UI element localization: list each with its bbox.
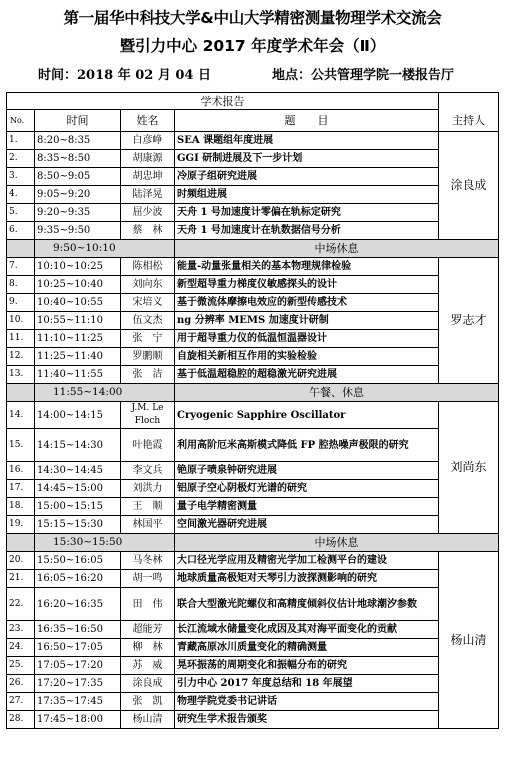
talk-row bbox=[7, 516, 499, 534]
talk-topic: 大口径光学应用及精密光学加工检测平台的建设 bbox=[175, 552, 439, 570]
talk-topic: Cryogenic Sapphire Oscillator bbox=[175, 402, 439, 429]
talk-speaker: 屈少波 bbox=[121, 204, 175, 222]
talk-row bbox=[7, 480, 499, 498]
host-cell: 罗志才 bbox=[439, 258, 499, 384]
talk-speaker: 涂良成 bbox=[121, 675, 175, 693]
host-cell: 杨山清 bbox=[439, 552, 499, 729]
talk-topic: 能量-动量张量相关的基本物理规律检验 bbox=[175, 258, 439, 276]
talk-time: 17:35~17:45 bbox=[35, 693, 121, 711]
talk-no: 22. bbox=[7, 588, 35, 621]
talk-topic: 铯原子喷泉钟研究进展 bbox=[175, 462, 439, 480]
break-row bbox=[7, 534, 499, 552]
talk-row bbox=[7, 462, 499, 480]
talk-time: 14:30~14:45 bbox=[35, 462, 121, 480]
talk-no: 25. bbox=[7, 657, 35, 675]
talk-row bbox=[7, 429, 499, 462]
column-header-row bbox=[7, 110, 499, 132]
break-time: 15:30~15:50 bbox=[35, 534, 175, 552]
talk-no: 28. bbox=[7, 711, 35, 729]
talk-no: 17. bbox=[7, 480, 35, 498]
talk-speaker: 刘向东 bbox=[121, 276, 175, 294]
talk-row bbox=[7, 639, 499, 657]
talk-row bbox=[7, 498, 499, 516]
header-speaker: 姓名 bbox=[121, 110, 175, 132]
talk-row bbox=[7, 675, 499, 693]
talk-no: 18. bbox=[7, 498, 35, 516]
talk-time: 15:50~16:05 bbox=[35, 552, 121, 570]
talk-row bbox=[7, 693, 499, 711]
talk-speaker: 伍文杰 bbox=[121, 312, 175, 330]
talk-speaker: 白彦峥 bbox=[121, 132, 175, 150]
talk-speaker: 柳 林 bbox=[121, 639, 175, 657]
talk-row bbox=[7, 552, 499, 570]
break-no bbox=[7, 534, 35, 552]
talk-time: 10:55~11:10 bbox=[35, 312, 121, 330]
talk-no: 26. bbox=[7, 675, 35, 693]
break-label: 午餐、休息 bbox=[175, 384, 499, 402]
talk-topic: 联合大型激光陀螺仪和高精度倾斜仪估计地球潮汐参数 bbox=[175, 588, 439, 621]
talk-speaker: 李文兵 bbox=[121, 462, 175, 480]
talk-row bbox=[7, 186, 499, 204]
talk-no: 10. bbox=[7, 312, 35, 330]
talk-topic: 铝原子空心阴极灯光谱的研究 bbox=[175, 480, 439, 498]
talk-no: 5. bbox=[7, 204, 35, 222]
talk-time: 14:45~15:00 bbox=[35, 480, 121, 498]
talk-time: 9:35~9:50 bbox=[35, 222, 121, 240]
break-no bbox=[7, 384, 35, 402]
talk-row bbox=[7, 222, 499, 240]
talk-row bbox=[7, 204, 499, 222]
event-time: 时间：2018 年 02 月 04 日 bbox=[38, 68, 211, 83]
talk-no: 23. bbox=[7, 621, 35, 639]
talk-time: 17:45~18:00 bbox=[35, 711, 121, 729]
talk-speaker: 罗鹏顺 bbox=[121, 348, 175, 366]
talk-time: 8:35~8:50 bbox=[35, 150, 121, 168]
talk-time: 10:25~10:40 bbox=[35, 276, 121, 294]
talk-time: 17:20~17:35 bbox=[35, 675, 121, 693]
talk-row bbox=[7, 294, 499, 312]
talk-topic: 研究生学术报告颁奖 bbox=[175, 711, 439, 729]
break-label: 中场休息 bbox=[175, 534, 499, 552]
schedule-body bbox=[7, 93, 499, 729]
talk-row bbox=[7, 168, 499, 186]
talk-no: 12. bbox=[7, 348, 35, 366]
title-line-1: 第一届华中科技大学&中山大学精密测量物理学术交流会 bbox=[63, 9, 442, 27]
talk-speaker: 叶艳霞 bbox=[121, 429, 175, 462]
talk-time: 11:10~11:25 bbox=[35, 330, 121, 348]
talk-no: 7. bbox=[7, 258, 35, 276]
talk-speaker: 刘洪力 bbox=[121, 480, 175, 498]
talk-no: 8. bbox=[7, 276, 35, 294]
talk-row bbox=[7, 330, 499, 348]
break-time: 9:50~10:10 bbox=[35, 240, 175, 258]
talk-row bbox=[7, 711, 499, 729]
talk-row bbox=[7, 348, 499, 366]
talk-speaker: 胡一鸣 bbox=[121, 570, 175, 588]
talk-time: 15:00~15:15 bbox=[35, 498, 121, 516]
talk-row bbox=[7, 621, 499, 639]
talk-time: 8:20~8:35 bbox=[35, 132, 121, 150]
section-header-blank bbox=[439, 93, 499, 110]
talk-time: 16:20~16:35 bbox=[35, 588, 121, 621]
talk-speaker: 杨山清 bbox=[121, 711, 175, 729]
talk-time: 16:35~16:50 bbox=[35, 621, 121, 639]
title-line-2: 暨引力中心 2017 年度学术年会（Ⅱ） bbox=[119, 37, 386, 55]
talk-topic: ng 分辨率 MEMS 加速度计研制 bbox=[175, 312, 439, 330]
talk-row bbox=[7, 150, 499, 168]
talk-row bbox=[7, 657, 499, 675]
talk-topic: 新型超导重力梯度仪敏感探头的设计 bbox=[175, 276, 439, 294]
talk-topic: 时频组进展 bbox=[175, 186, 439, 204]
break-row bbox=[7, 240, 499, 258]
host-cell: 涂良成 bbox=[439, 132, 499, 240]
talk-row bbox=[7, 570, 499, 588]
header-no: No. bbox=[7, 110, 35, 132]
talk-speaker: 胡康源 bbox=[121, 150, 175, 168]
talk-topic: 天舟 1 号加速度计在轨数据信号分析 bbox=[175, 222, 439, 240]
talk-no: 15. bbox=[7, 429, 35, 462]
talk-speaker: 张 宁 bbox=[121, 330, 175, 348]
talk-topic: 长江流域水储量变化成因及其对海平面变化的贡献 bbox=[175, 621, 439, 639]
talk-time: 15:15~15:30 bbox=[35, 516, 121, 534]
talk-row bbox=[7, 366, 499, 384]
schedule-table bbox=[6, 92, 499, 729]
talk-no: 2. bbox=[7, 150, 35, 168]
talk-time: 10:10~10:25 bbox=[35, 258, 121, 276]
talk-topic: 青藏高原冰川质量变化的精确测量 bbox=[175, 639, 439, 657]
break-time: 11:55~14:00 bbox=[35, 384, 175, 402]
talk-speaker: 宋培义 bbox=[121, 294, 175, 312]
talk-time: 9:05~9:20 bbox=[35, 186, 121, 204]
talk-time: 11:25~11:40 bbox=[35, 348, 121, 366]
talk-topic: 用于超导重力仪的低温恒温器设计 bbox=[175, 330, 439, 348]
talk-no: 3. bbox=[7, 168, 35, 186]
event-info bbox=[0, 64, 505, 84]
talk-topic: 物理学院党委书记讲话 bbox=[175, 693, 439, 711]
talk-row bbox=[7, 132, 499, 150]
talk-no: 20. bbox=[7, 552, 35, 570]
talk-no: 9. bbox=[7, 294, 35, 312]
talk-topic: GGI 研制进展及下一步计划 bbox=[175, 150, 439, 168]
talk-no: 27. bbox=[7, 693, 35, 711]
talk-speaker: 王 顺 bbox=[121, 498, 175, 516]
talk-speaker: 蔡 林 bbox=[121, 222, 175, 240]
talk-time: 16:50~17:05 bbox=[35, 639, 121, 657]
talk-row bbox=[7, 402, 499, 429]
talk-no: 14. bbox=[7, 402, 35, 429]
header-host: 主持人 bbox=[439, 110, 499, 132]
talk-topic: 利用高阶厄米高斯模式降低 FP 腔热噪声极限的研究 bbox=[175, 429, 439, 462]
talk-no: 24. bbox=[7, 639, 35, 657]
talk-topic: 引力中心 2017 年度总结和 18 年展望 bbox=[175, 675, 439, 693]
talk-row bbox=[7, 312, 499, 330]
talk-speaker: 马冬林 bbox=[121, 552, 175, 570]
talk-speaker: 田 伟 bbox=[121, 588, 175, 621]
host-cell: 刘尚东 bbox=[439, 402, 499, 534]
talk-topic: 地球质量高极矩对天琴引力波探测影响的研究 bbox=[175, 570, 439, 588]
section-title: 学术报告 bbox=[7, 93, 439, 110]
talk-no: 11. bbox=[7, 330, 35, 348]
break-no bbox=[7, 240, 35, 258]
talk-speaker: 超能芳 bbox=[121, 621, 175, 639]
talk-row bbox=[7, 588, 499, 621]
header-time: 时间 bbox=[35, 110, 121, 132]
talk-topic: 晃环振荡的周期变化和振幅分布的研究 bbox=[175, 657, 439, 675]
talk-time: 11:40~11:55 bbox=[35, 366, 121, 384]
talk-row bbox=[7, 258, 499, 276]
talk-no: 4. bbox=[7, 186, 35, 204]
talk-topic: SEA 课题组年度进展 bbox=[175, 132, 439, 150]
talk-topic: 量子电学精密测量 bbox=[175, 498, 439, 516]
talk-no: 21. bbox=[7, 570, 35, 588]
talk-time: 8:50~9:05 bbox=[35, 168, 121, 186]
talk-speaker: J.M. Le Floch bbox=[121, 402, 175, 429]
talk-speaker: 张 凯 bbox=[121, 693, 175, 711]
talk-time: 9:20~9:35 bbox=[35, 204, 121, 222]
break-row bbox=[7, 384, 499, 402]
talk-speaker: 陈相松 bbox=[121, 258, 175, 276]
talk-no: 13. bbox=[7, 366, 35, 384]
break-label: 中场休息 bbox=[175, 240, 499, 258]
talk-speaker: 张 洁 bbox=[121, 366, 175, 384]
talk-no: 6. bbox=[7, 222, 35, 240]
talk-topic: 基于低温超稳腔的超稳激光研究进展 bbox=[175, 366, 439, 384]
talk-time: 14:00~14:15 bbox=[35, 402, 121, 429]
talk-topic: 空间激光器研究进展 bbox=[175, 516, 439, 534]
event-place: 地点：公共管理学院一楼报告厅 bbox=[272, 68, 455, 83]
talk-topic: 冷原子组研究进展 bbox=[175, 168, 439, 186]
talk-speaker: 苏 威 bbox=[121, 657, 175, 675]
talk-speaker: 陆泽晃 bbox=[121, 186, 175, 204]
talk-no: 16. bbox=[7, 462, 35, 480]
talk-topic: 基于微流体摩擦电效应的新型传感技术 bbox=[175, 294, 439, 312]
talk-time: 14:15~14:30 bbox=[35, 429, 121, 462]
header-topic: 题 目 bbox=[175, 110, 439, 132]
talk-time: 17:05~17:20 bbox=[35, 657, 121, 675]
section-header-row bbox=[7, 93, 499, 110]
talk-speaker: 林国平 bbox=[121, 516, 175, 534]
talk-time: 16:05~16:20 bbox=[35, 570, 121, 588]
talk-speaker: 胡忠坤 bbox=[121, 168, 175, 186]
talk-topic: 天舟 1 号加速度计零偏在轨标定研究 bbox=[175, 204, 439, 222]
talk-no: 19. bbox=[7, 516, 35, 534]
talk-no: 1. bbox=[7, 132, 35, 150]
talk-time: 10:40~10:55 bbox=[35, 294, 121, 312]
talk-topic: 自旋相关新相互作用的实验检验 bbox=[175, 348, 439, 366]
talk-row bbox=[7, 276, 499, 294]
